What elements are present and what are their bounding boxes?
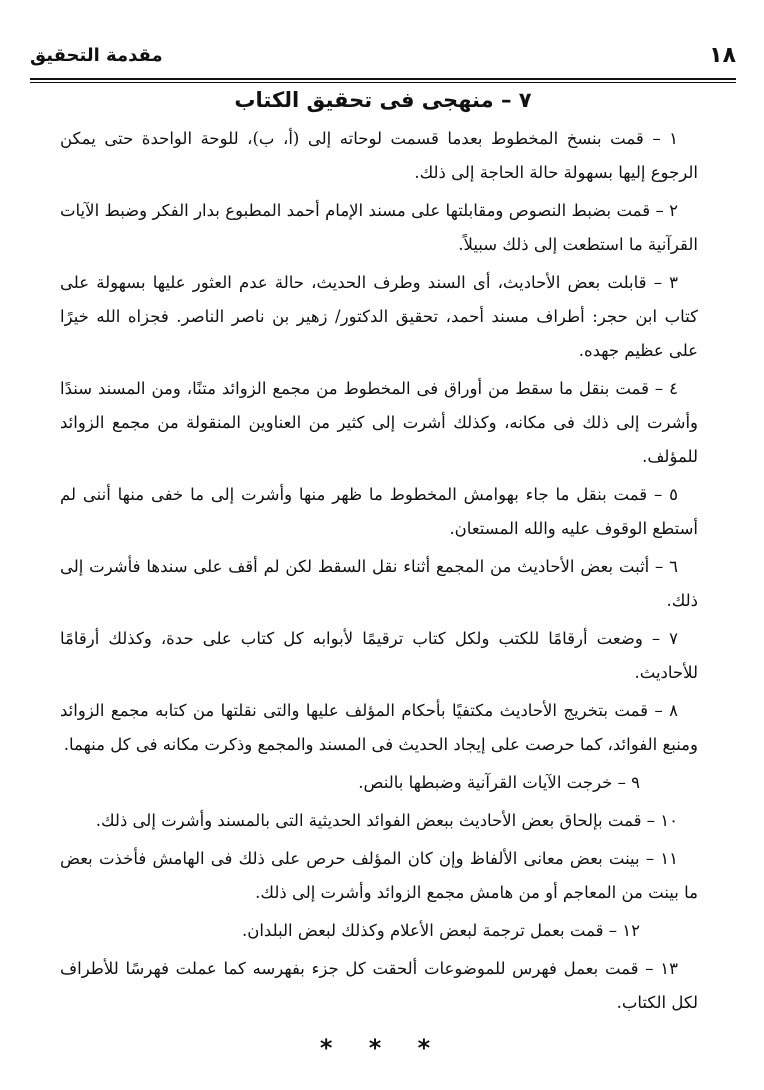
paragraph: ٩ – خرجت الآيات القرآنية وضبطها بالنص. <box>358 773 640 792</box>
paragraph: ١٠ – قمت بإلحاق بعض الأحاديث ببعض الفوائد الحديثية التى بالمسند وأشرت إلى ذلك. <box>95 811 678 830</box>
section-title: ٧ – منهجى فى تحقيق الكتاب <box>234 88 532 112</box>
paragraph: ٧ – وضعت أرقامًا للكتب ولكل كتاب ترقيمًا لأبوابه كل كتاب على حدة، وكذلك أرقامًا للأحاديث. <box>60 629 698 682</box>
paragraph: ٢ – قمت بضبط النصوص ومقابلتها على مسند الإمام أحمد المطبوع بدار الفكر وضبط الآيات القرآنية ما استطعت إلى ذلك سبيلاً. <box>60 201 698 254</box>
paragraph: ٥ – قمت بنقل ما جاء بهوامش المخطوط ما ظهر منها وأشرت إلى ما خفى منها أننى لم أستطع الوقوف عليه والله المستعان. <box>60 485 698 538</box>
paragraph: ٤ – قمت بنقل ما سقط من أوراق فى المخطوط من مجمع الزوائد متنًا، ومن المسند سندًا وأشرت إلى ذلك فى مكانه، وكذلك أشرت إلى كثير من العناوين المنقولة من مجمع الزوائد للمؤلف. <box>60 379 698 466</box>
paragraph: ١٢ – قمت بعمل ترجمة لبعض الأعلام وكذلك لبعض البلدان. <box>241 921 640 940</box>
paragraph: ٨ – قمت بتخريج الأحاديث مكتفيًا بأحكام المؤلف عليها والتى نقلتها من كتابه مجمع الزوائد ومنبع الفوائد، كما حرصت على إيجاد الحديث فى المسند والمجمع وذكرت مكانه فى كل منهما. <box>60 701 698 754</box>
running-title: مقدمة التحقيق <box>30 44 163 66</box>
paragraph: ٣ – قابلت بعض الأحاديث، أى السند وطرف الحديث، حالة عدم العثور عليها بسهولة على كتاب ابن حجر: أطراف مسند أحمد، تحقيق الدكتور/ زهير بن ناصر الناصر. فجزاه الله خيرًا على عظيم جهده. <box>60 273 698 360</box>
paragraph: ٦ – أثبت بعض الأحاديث من المجمع أثناء نقل السقط لكن لم أقف على سندها فأشرت إلى ذلك. <box>60 557 698 610</box>
paragraph: ١٣ – قمت بعمل فهرس للموضوعات ألحقت كل جزء بفهرسه كما عملت فهرسًا للأطراف لكل الكتاب. <box>60 959 698 1012</box>
header-rule <box>30 78 736 80</box>
page-number: ١٨ <box>709 42 736 68</box>
paragraph: ١١ – بينت بعض معانى الألفاظ وإن كان المؤلف حرص على ذلك فى الهامش فأخذت بعض ما بينت من المعاجم أو من هامش مجمع الزوائد وأشرت إلى ذلك. <box>60 849 698 902</box>
section-end-ornament: * * * <box>319 1034 445 1062</box>
paragraph: ١ – قمت بنسخ المخطوط بعدما قسمت لوحاته إلى (أ، ب)، للوحة الواحدة حتى يمكن الرجوع إليها بسهولة حالة الحاجة إلى ذلك. <box>60 129 698 182</box>
running-header <box>30 36 736 74</box>
body-text <box>60 122 698 1024</box>
